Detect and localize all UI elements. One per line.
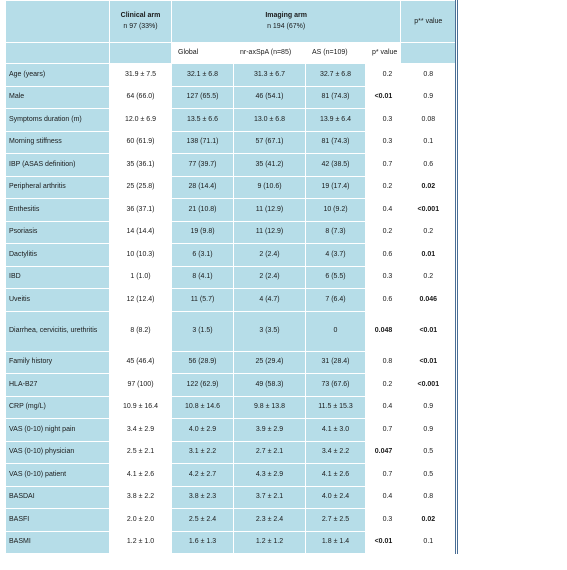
table-row <box>6 64 457 87</box>
row-label: Morning stiffness <box>6 131 110 154</box>
nraxspa-value: 57 (67.1) <box>234 131 306 154</box>
p2-value: 0.9 <box>401 86 457 109</box>
table-row <box>6 221 457 244</box>
clinical-arm-value: 25 (25.8) <box>110 176 172 199</box>
table-row <box>6 289 457 312</box>
clinical-arm-value: 45 (46.4) <box>110 351 172 374</box>
p1-value: 0.6 <box>366 289 401 312</box>
clinical-arm-header <box>110 1 172 43</box>
global-value: 3.1 ± 2.2 <box>172 441 234 464</box>
global-value: 13.5 ± 6.6 <box>172 109 234 132</box>
as-value: 4.1 ± 3.0 <box>306 419 366 442</box>
clinical-arm-n: n 97 (33%) <box>123 23 158 30</box>
global-value: 11 (5.7) <box>172 289 234 312</box>
global-subheader: Global <box>172 43 234 64</box>
global-value: 56 (28.9) <box>172 351 234 374</box>
as-value: 19 (17.4) <box>306 176 366 199</box>
table-row <box>6 244 457 267</box>
as-value: 73 (67.6) <box>306 374 366 397</box>
p1-value: 0.3 <box>366 131 401 154</box>
p2-value: 0.08 <box>401 109 457 132</box>
as-value: 7 (6.4) <box>306 289 366 312</box>
clinical-arm-value: 10 (10.3) <box>110 244 172 267</box>
p1-value: 0.8 <box>366 351 401 374</box>
p1-value: 0.4 <box>366 486 401 509</box>
p2-value: 0.8 <box>401 486 457 509</box>
as-value: 4 (3.7) <box>306 244 366 267</box>
header-empty-cell <box>6 1 110 43</box>
p2-value: 0.1 <box>401 131 457 154</box>
global-value: 3 (1.5) <box>172 311 234 351</box>
row-label: Diarrhea, cervicitis, urethritis <box>6 311 110 351</box>
p2-value: <0.001 <box>401 199 457 222</box>
global-value: 10.8 ± 14.6 <box>172 396 234 419</box>
row-label: Male <box>6 86 110 109</box>
nraxspa-value: 35 (41.2) <box>234 154 306 177</box>
p1-subheader: p* value <box>366 43 401 64</box>
clinical-arm-value: 12.0 ± 6.9 <box>110 109 172 132</box>
table-row <box>6 109 457 132</box>
as-value: 1.8 ± 1.4 <box>306 531 366 554</box>
imaging-arm-header <box>172 1 401 43</box>
row-label: Age (years) <box>6 64 110 87</box>
global-value: 28 (14.4) <box>172 176 234 199</box>
clinical-arm-value: 31.9 ± 7.5 <box>110 64 172 87</box>
table-row <box>6 464 457 487</box>
clinical-arm-value: 97 (100) <box>110 374 172 397</box>
p1-value: <0.01 <box>366 531 401 554</box>
row-label: BASMI <box>6 531 110 554</box>
row-label: BASFI <box>6 509 110 532</box>
p2-value: 0.01 <box>401 244 457 267</box>
table-row <box>6 374 457 397</box>
global-value: 77 (39.7) <box>172 154 234 177</box>
p1-value: 0.2 <box>366 176 401 199</box>
subheader-empty-cell <box>6 43 110 64</box>
clinical-arm-value: 60 (61.9) <box>110 131 172 154</box>
row-label: Enthesitis <box>6 199 110 222</box>
table-row <box>6 396 457 419</box>
as-value: 11.5 ± 15.3 <box>306 396 366 419</box>
nraxspa-value: 2.7 ± 2.1 <box>234 441 306 464</box>
p1-value: 0.2 <box>366 64 401 87</box>
nraxspa-value: 46 (54.1) <box>234 86 306 109</box>
clinical-arm-value: 36 (37.1) <box>110 199 172 222</box>
table-row <box>6 531 457 554</box>
p2-value: 0.2 <box>401 221 457 244</box>
p2-value: 0.6 <box>401 154 457 177</box>
p1-value: <0.01 <box>366 86 401 109</box>
global-value: 127 (65.5) <box>172 86 234 109</box>
p2-value: <0.01 <box>401 311 457 351</box>
nraxspa-value: 4 (4.7) <box>234 289 306 312</box>
as-value: 42 (38.5) <box>306 154 366 177</box>
table-row <box>6 419 457 442</box>
p1-value: 0.3 <box>366 266 401 289</box>
clinical-arm-value: 1 (1.0) <box>110 266 172 289</box>
as-value: 3.4 ± 2.2 <box>306 441 366 464</box>
clinical-arm-value: 14 (14.4) <box>110 221 172 244</box>
as-value: 10 (9.2) <box>306 199 366 222</box>
characteristics-table <box>5 0 458 554</box>
p2-value: 0.5 <box>401 464 457 487</box>
subheader-empty-cell <box>110 43 172 64</box>
row-label: Dactylitis <box>6 244 110 267</box>
p2-header: p** value <box>401 1 457 43</box>
global-value: 32.1 ± 6.8 <box>172 64 234 87</box>
p2-value: 0.5 <box>401 441 457 464</box>
p2-value: 0.02 <box>401 176 457 199</box>
global-value: 6 (3.1) <box>172 244 234 267</box>
as-value: 2.7 ± 2.5 <box>306 509 366 532</box>
as-value: 81 (74.3) <box>306 131 366 154</box>
nraxspa-value: 2 (2.4) <box>234 244 306 267</box>
p1-value: 0.3 <box>366 509 401 532</box>
clinical-arm-value: 8 (8.2) <box>110 311 172 351</box>
clinical-arm-value: 10.9 ± 16.4 <box>110 396 172 419</box>
p2-value: <0.01 <box>401 351 457 374</box>
clinical-arm-value: 2.5 ± 2.1 <box>110 441 172 464</box>
global-value: 4.2 ± 2.7 <box>172 464 234 487</box>
p1-value: 0.3 <box>366 109 401 132</box>
row-label: CRP (mg/L) <box>6 396 110 419</box>
as-value: 81 (74.3) <box>306 86 366 109</box>
clinical-arm-value: 12 (12.4) <box>110 289 172 312</box>
p1-value: 0.7 <box>366 154 401 177</box>
global-value: 19 (9.8) <box>172 221 234 244</box>
table-row <box>6 441 457 464</box>
nraxspa-subheader: nr-axSpA (n=85) <box>234 43 306 64</box>
clinical-arm-title: Clinical arm <box>120 12 161 19</box>
p1-value: 0.2 <box>366 374 401 397</box>
global-value: 3.8 ± 2.3 <box>172 486 234 509</box>
as-value: 13.9 ± 6.4 <box>306 109 366 132</box>
p2-value: 0.2 <box>401 266 457 289</box>
table-row <box>6 351 457 374</box>
as-value: 6 (5.5) <box>306 266 366 289</box>
nraxspa-value: 13.0 ± 6.8 <box>234 109 306 132</box>
as-value: 4.1 ± 2.6 <box>306 464 366 487</box>
global-value: 138 (71.1) <box>172 131 234 154</box>
p2-value: <0.001 <box>401 374 457 397</box>
p2-value: 0.8 <box>401 64 457 87</box>
as-value: 31 (28.4) <box>306 351 366 374</box>
clinical-arm-value: 4.1 ± 2.6 <box>110 464 172 487</box>
row-label: VAS (0-10) physician <box>6 441 110 464</box>
row-label: Peripheral arthritis <box>6 176 110 199</box>
p1-value: 0.4 <box>366 199 401 222</box>
p2-value: 0.1 <box>401 531 457 554</box>
as-subheader: AS (n=109) <box>306 43 366 64</box>
nraxspa-value: 2.3 ± 2.4 <box>234 509 306 532</box>
clinical-arm-value: 35 (36.1) <box>110 154 172 177</box>
table-row <box>6 131 457 154</box>
table-row <box>6 199 457 222</box>
table-row <box>6 486 457 509</box>
nraxspa-value: 9 (10.6) <box>234 176 306 199</box>
nraxspa-value: 9.8 ± 13.8 <box>234 396 306 419</box>
table-row <box>6 509 457 532</box>
nraxspa-value: 1.2 ± 1.2 <box>234 531 306 554</box>
clinical-arm-value: 3.4 ± 2.9 <box>110 419 172 442</box>
nraxspa-value: 3 (3.5) <box>234 311 306 351</box>
global-value: 122 (62.9) <box>172 374 234 397</box>
clinical-arm-value: 2.0 ± 2.0 <box>110 509 172 532</box>
clinical-arm-value: 64 (66.0) <box>110 86 172 109</box>
p1-value: 0.7 <box>366 419 401 442</box>
as-value: 32.7 ± 6.8 <box>306 64 366 87</box>
table-row <box>6 154 457 177</box>
nraxspa-value: 49 (58.3) <box>234 374 306 397</box>
p1-value: 0.4 <box>366 396 401 419</box>
row-label: BASDAI <box>6 486 110 509</box>
row-label: VAS (0-10) patient <box>6 464 110 487</box>
as-value: 8 (7.3) <box>306 221 366 244</box>
p1-value: 0.047 <box>366 441 401 464</box>
table-row <box>6 266 457 289</box>
row-label: VAS (0-10) night pain <box>6 419 110 442</box>
global-value: 8 (4.1) <box>172 266 234 289</box>
nraxspa-value: 25 (29.4) <box>234 351 306 374</box>
as-value: 0 <box>306 311 366 351</box>
clinical-arm-value: 1.2 ± 1.0 <box>110 531 172 554</box>
table-row <box>6 176 457 199</box>
p2-value: 0.9 <box>401 419 457 442</box>
p2-value: 0.046 <box>401 289 457 312</box>
p1-value: 0.6 <box>366 244 401 267</box>
imaging-arm-n: n 194 (67%) <box>267 23 306 30</box>
global-value: 21 (10.8) <box>172 199 234 222</box>
imaging-arm-title: Imaging arm <box>265 12 307 19</box>
row-label: IBD <box>6 266 110 289</box>
nraxspa-value: 2 (2.4) <box>234 266 306 289</box>
p1-value: 0.7 <box>366 464 401 487</box>
row-label: Family history <box>6 351 110 374</box>
table-row <box>6 311 457 351</box>
nraxspa-value: 31.3 ± 6.7 <box>234 64 306 87</box>
nraxspa-value: 4.3 ± 2.9 <box>234 464 306 487</box>
p1-value: 0.2 <box>366 221 401 244</box>
row-label: IBP (ASAS definition) <box>6 154 110 177</box>
nraxspa-value: 11 (12.9) <box>234 221 306 244</box>
as-value: 4.0 ± 2.4 <box>306 486 366 509</box>
nraxspa-value: 3.7 ± 2.1 <box>234 486 306 509</box>
clinical-arm-value: 3.8 ± 2.2 <box>110 486 172 509</box>
table-row <box>6 86 457 109</box>
nraxspa-value: 3.9 ± 2.9 <box>234 419 306 442</box>
nraxspa-value: 11 (12.9) <box>234 199 306 222</box>
row-label: Symptoms duration (m) <box>6 109 110 132</box>
p2-value: 0.02 <box>401 509 457 532</box>
row-label: Psoriasis <box>6 221 110 244</box>
subheader-empty-cell <box>401 43 457 64</box>
p2-value: 0.9 <box>401 396 457 419</box>
row-label: HLA-B27 <box>6 374 110 397</box>
global-value: 2.5 ± 2.4 <box>172 509 234 532</box>
p1-value: 0.048 <box>366 311 401 351</box>
global-value: 1.6 ± 1.3 <box>172 531 234 554</box>
global-value: 4.0 ± 2.9 <box>172 419 234 442</box>
row-label: Uveitis <box>6 289 110 312</box>
